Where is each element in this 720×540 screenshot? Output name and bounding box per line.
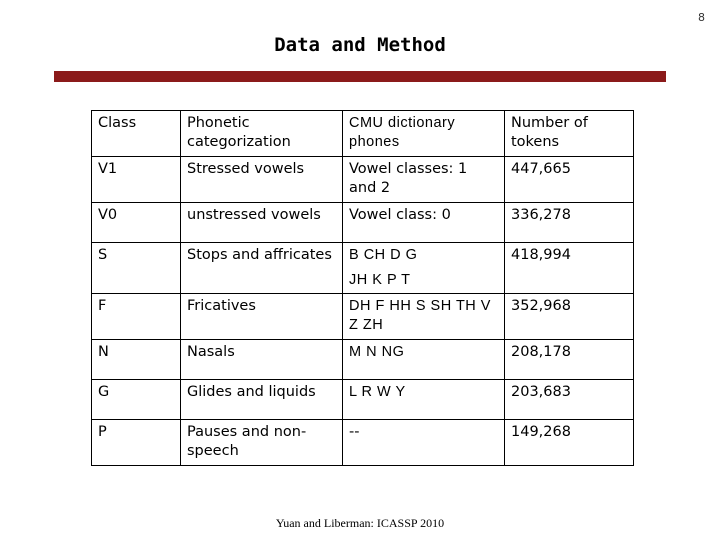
table-row (92, 380, 634, 420)
phones-cell: L R W Y (343, 380, 505, 420)
class-cell: N (92, 340, 181, 380)
table-header-row (92, 111, 634, 157)
phones-cell: Vowel classes: 1 and 2 (343, 157, 505, 203)
tokens-cell: 208,178 (505, 340, 634, 380)
table-row (92, 203, 634, 243)
tokens-cell: 203,683 (505, 380, 634, 420)
table-row (92, 420, 634, 466)
class-cell: G (92, 380, 181, 420)
header-cell: Class (92, 111, 181, 157)
table-row (92, 340, 634, 380)
tokens-cell: 418,994 (505, 243, 634, 294)
page-number: 8 (698, 11, 705, 24)
tokens-cell: 352,968 (505, 294, 634, 340)
tokens-cell: 447,665 (505, 157, 634, 203)
class-cell: V0 (92, 203, 181, 243)
phones-line: B CH D G (349, 247, 418, 263)
header-cell: Number of tokens (505, 111, 634, 157)
title-rule (54, 71, 666, 82)
phone-class-table (91, 110, 634, 466)
table-row (92, 157, 634, 203)
header-cell: Phonetic categorization (181, 111, 343, 157)
phones-cell: Vowel class: 0 (343, 203, 505, 243)
class-cell: V1 (92, 157, 181, 203)
table-row (92, 243, 634, 294)
category-cell: Pauses and non-speech (181, 420, 343, 466)
phones-cell: M N NG (343, 340, 505, 380)
category-cell: Fricatives (181, 294, 343, 340)
tokens-cell: 149,268 (505, 420, 634, 466)
category-cell: unstressed vowels (181, 203, 343, 243)
slide-title: Data and Method (274, 34, 446, 56)
phones-line: JH K P T (349, 272, 411, 288)
category-cell: Stops and affricates (181, 243, 343, 294)
category-cell: Glides and liquids (181, 380, 343, 420)
phones-cell: -- (343, 420, 505, 466)
header-cell: CMU dictionary phones (343, 111, 505, 157)
tokens-cell: 336,278 (505, 203, 634, 243)
class-cell: F (92, 294, 181, 340)
phones-cell (343, 243, 505, 294)
class-cell: P (92, 420, 181, 466)
phones-cell: DH F HH S SH TH V Z ZH (343, 294, 505, 340)
footer-citation: Yuan and Liberman: ICASSP 2010 (275, 516, 445, 530)
category-cell: Nasals (181, 340, 343, 380)
category-cell: Stressed vowels (181, 157, 343, 203)
table-row (92, 294, 634, 340)
class-cell: S (92, 243, 181, 294)
